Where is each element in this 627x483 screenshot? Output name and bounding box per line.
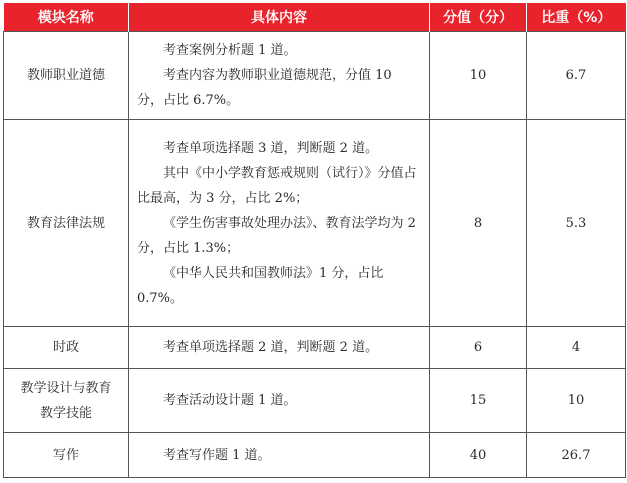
content-line: 《中华人民共和国教师法》1 分，占比 0.7%。 [137, 265, 384, 306]
content-line: 考查单项选择题 2 道，判断题 2 道。 [163, 340, 379, 355]
content-line: 考查案例分析题 1 道。 [163, 43, 297, 58]
content-cell [129, 433, 430, 478]
table-row [4, 327, 626, 369]
exam-structure-table [3, 3, 626, 478]
header-ratio: 比重（%） [527, 3, 626, 32]
content-line: 考查活动设计题 1 道。 [163, 393, 297, 408]
ratio-value: 26.7 [527, 433, 626, 478]
score-value: 15 [430, 369, 527, 433]
ratio-value: 4 [527, 327, 626, 369]
content-line: 考查写作题 1 道。 [163, 447, 271, 463]
content-cell [129, 120, 430, 327]
table-header-row [4, 3, 626, 32]
score-value: 8 [430, 120, 527, 327]
ratio-value: 10 [527, 369, 626, 433]
table-row [4, 369, 626, 433]
header-content: 具体内容 [129, 3, 430, 32]
score-value: 10 [430, 32, 527, 120]
content-line: 考查内容为教师职业道德规范，分值 10 分，占比 6.7%。 [137, 68, 392, 108]
ratio-value: 5.3 [527, 120, 626, 327]
module-name: 写作 [4, 433, 129, 478]
content-cell [129, 369, 430, 433]
score-value: 40 [430, 433, 527, 478]
table-row [4, 120, 626, 327]
content-cell [129, 327, 430, 369]
ratio-value: 6.7 [527, 32, 626, 120]
content-line: 《学生伤害事故处理办法》、教育法学均为 2 分，占比 1.3%； [137, 215, 416, 256]
module-name: 教育法律法规 [4, 120, 129, 327]
header-score: 分值（分） [430, 3, 527, 32]
module-name: 教学设计与教育教学技能 [4, 369, 129, 433]
score-value: 6 [430, 327, 527, 369]
header-module-name: 模块名称 [4, 3, 129, 32]
module-name: 时政 [4, 327, 129, 369]
content-cell [129, 32, 430, 120]
module-name: 教师职业道德 [4, 32, 129, 120]
table-row [4, 32, 626, 120]
table-row [4, 433, 626, 478]
content-line: 考查单项选择题 3 道，判断题 2 道。 [163, 140, 379, 156]
content-line: 其中《中小学教育惩戒规则（试行）》分值占比最高，为 3 分，占比 2%； [137, 165, 417, 206]
